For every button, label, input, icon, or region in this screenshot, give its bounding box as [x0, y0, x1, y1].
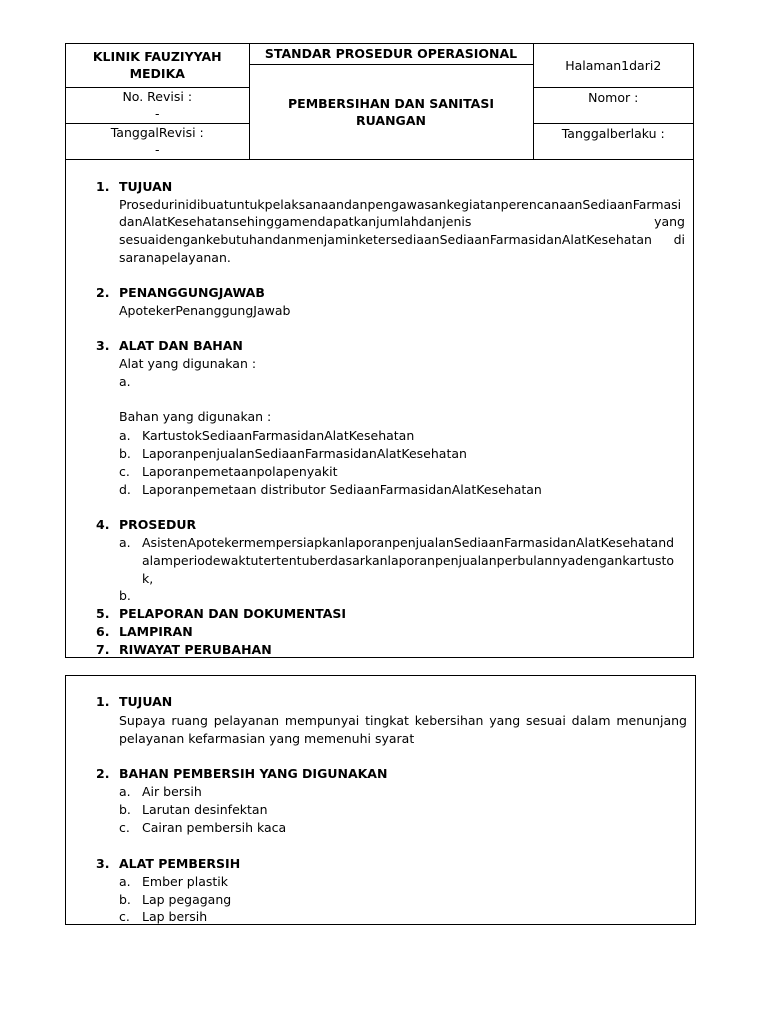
section-heading-alat-pembersih: ALAT PEMBERSIH [119, 856, 241, 871]
list-item-text: Lap bersih [142, 909, 208, 924]
sop-title: STANDAR PROSEDUR OPERASIONAL [249, 44, 533, 64]
revision-number-cell [66, 87, 249, 123]
tujuan-text-line: Supaya ruang pelayanan mempunyai tingkat kebersihan yang sesuai dalam menunjang [119, 713, 687, 728]
section-number: 1. [96, 694, 110, 709]
list-marker: b. [119, 588, 131, 603]
revision-date-label: TanggalRevisi : [110, 125, 204, 140]
effective-date-label: Tanggalberlaku : [533, 123, 693, 159]
list-item-text: Ember plastik [142, 874, 229, 889]
list-item-text: KartustokSediaanFarmasidanAlatKesehatan [142, 428, 415, 443]
section-heading-riwayat-perubahan: RIWAYAT PERUBAHAN [119, 642, 272, 657]
prosedur-text-line: AsistenApotekermempersiapkanlaporanpenjualanSediaanFarmasidanAlatKesehatand [142, 535, 675, 550]
tujuan-text-line: pelayanan kefarmasian yang memenuhi syarat [119, 731, 415, 746]
prosedur-text-line: alamperiodewaktutertentuberdasarkanlaporanpenjualanperbulannyadengankartusto [142, 553, 675, 568]
list-marker: d. [119, 482, 131, 497]
section-number: 7. [96, 642, 110, 657]
list-item-text: Laporanpemetaanpolapenyakit [142, 464, 338, 479]
list-marker: a. [119, 535, 131, 550]
section-heading-pelaporan: PELAPORAN DAN DOKUMENTASI [119, 606, 347, 621]
list-marker: a. [119, 428, 131, 443]
list-marker: a. [119, 784, 131, 799]
section-number: 1. [96, 179, 110, 194]
sop-document-page-2 [65, 675, 696, 925]
revision-value: - [154, 106, 160, 121]
section-number: 3. [96, 856, 110, 871]
revision-label: No. Revisi : [122, 89, 193, 104]
revision-date-cell [66, 123, 249, 159]
section-heading-tujuan: TUJUAN [119, 179, 173, 194]
list-marker: b. [119, 892, 131, 907]
section-heading-tujuan: TUJUAN [119, 694, 173, 709]
section-heading-lampiran: LAMPIRAN [119, 624, 193, 639]
prosedur-text-line: k, [142, 571, 154, 586]
sop-document-page-1 [65, 43, 694, 658]
section-number: 4. [96, 517, 110, 532]
list-marker: c. [119, 820, 130, 835]
sop-header-table [66, 44, 693, 160]
list-marker: c. [119, 909, 130, 924]
penanggungjawab-text: ApotekerPenanggungJawab [119, 303, 291, 318]
list-marker: c. [119, 464, 130, 479]
section-number: 3. [96, 338, 110, 353]
revision-date-value: - [154, 142, 160, 157]
document-number-label: Nomor : [533, 87, 693, 123]
tujuan-text-line: sesuaidengankebutuhandanmenjaminketersediaanSediaanFarmasidanAlatKesehatan di [119, 232, 685, 247]
list-item-text: LaporanpenjualanSediaanFarmasidanAlatKesehatan [142, 446, 467, 461]
section-number: 2. [96, 766, 110, 781]
list-marker: b. [119, 802, 131, 817]
list-item-text: Larutan desinfektan [142, 802, 268, 817]
section-heading-alat-bahan: ALAT DAN BAHAN [119, 338, 243, 353]
section-heading-prosedur: PROSEDUR [119, 517, 197, 532]
list-item-text: Lap pegagang [142, 892, 232, 907]
alat-label: Alat yang digunakan : [119, 356, 257, 371]
section-heading-bahan-pembersih: BAHAN PEMBERSIH YANG DIGUNAKAN [119, 766, 388, 781]
page-info: Halaman1dari2 [533, 44, 693, 87]
clinic-name: KLINIK FAUZIYYAH MEDIKA [66, 44, 249, 87]
bahan-label: Bahan yang digunakan : [119, 409, 272, 424]
sop-subject: PEMBERSIHAN DAN SANITASI RUANGAN [249, 64, 533, 159]
list-marker: a. [119, 374, 131, 389]
list-item-text: Air bersih [142, 784, 202, 799]
tujuan-text-line: ProsedurinidibuatuntukpelaksanaandanpengawasankegiatanperencanaanSediaanFarmasi [119, 197, 682, 212]
section-number: 2. [96, 285, 110, 300]
section-number: 5. [96, 606, 110, 621]
list-item-text: Cairan pembersih kaca [142, 820, 287, 835]
section-heading-penanggungjawab: PENANGGUNGJAWAB [119, 285, 265, 300]
tujuan-text-line: danAlatKesehatansehinggamendapatkanjumlahdanjenis yang [119, 214, 685, 229]
list-marker: a. [119, 874, 131, 889]
list-marker: b. [119, 446, 131, 461]
tujuan-text-line: saranapelayanan. [119, 250, 231, 265]
list-item-text: Laporanpemetaan distributor SediaanFarmasidanAlatKesehatan [142, 482, 542, 497]
section-number: 6. [96, 624, 110, 639]
